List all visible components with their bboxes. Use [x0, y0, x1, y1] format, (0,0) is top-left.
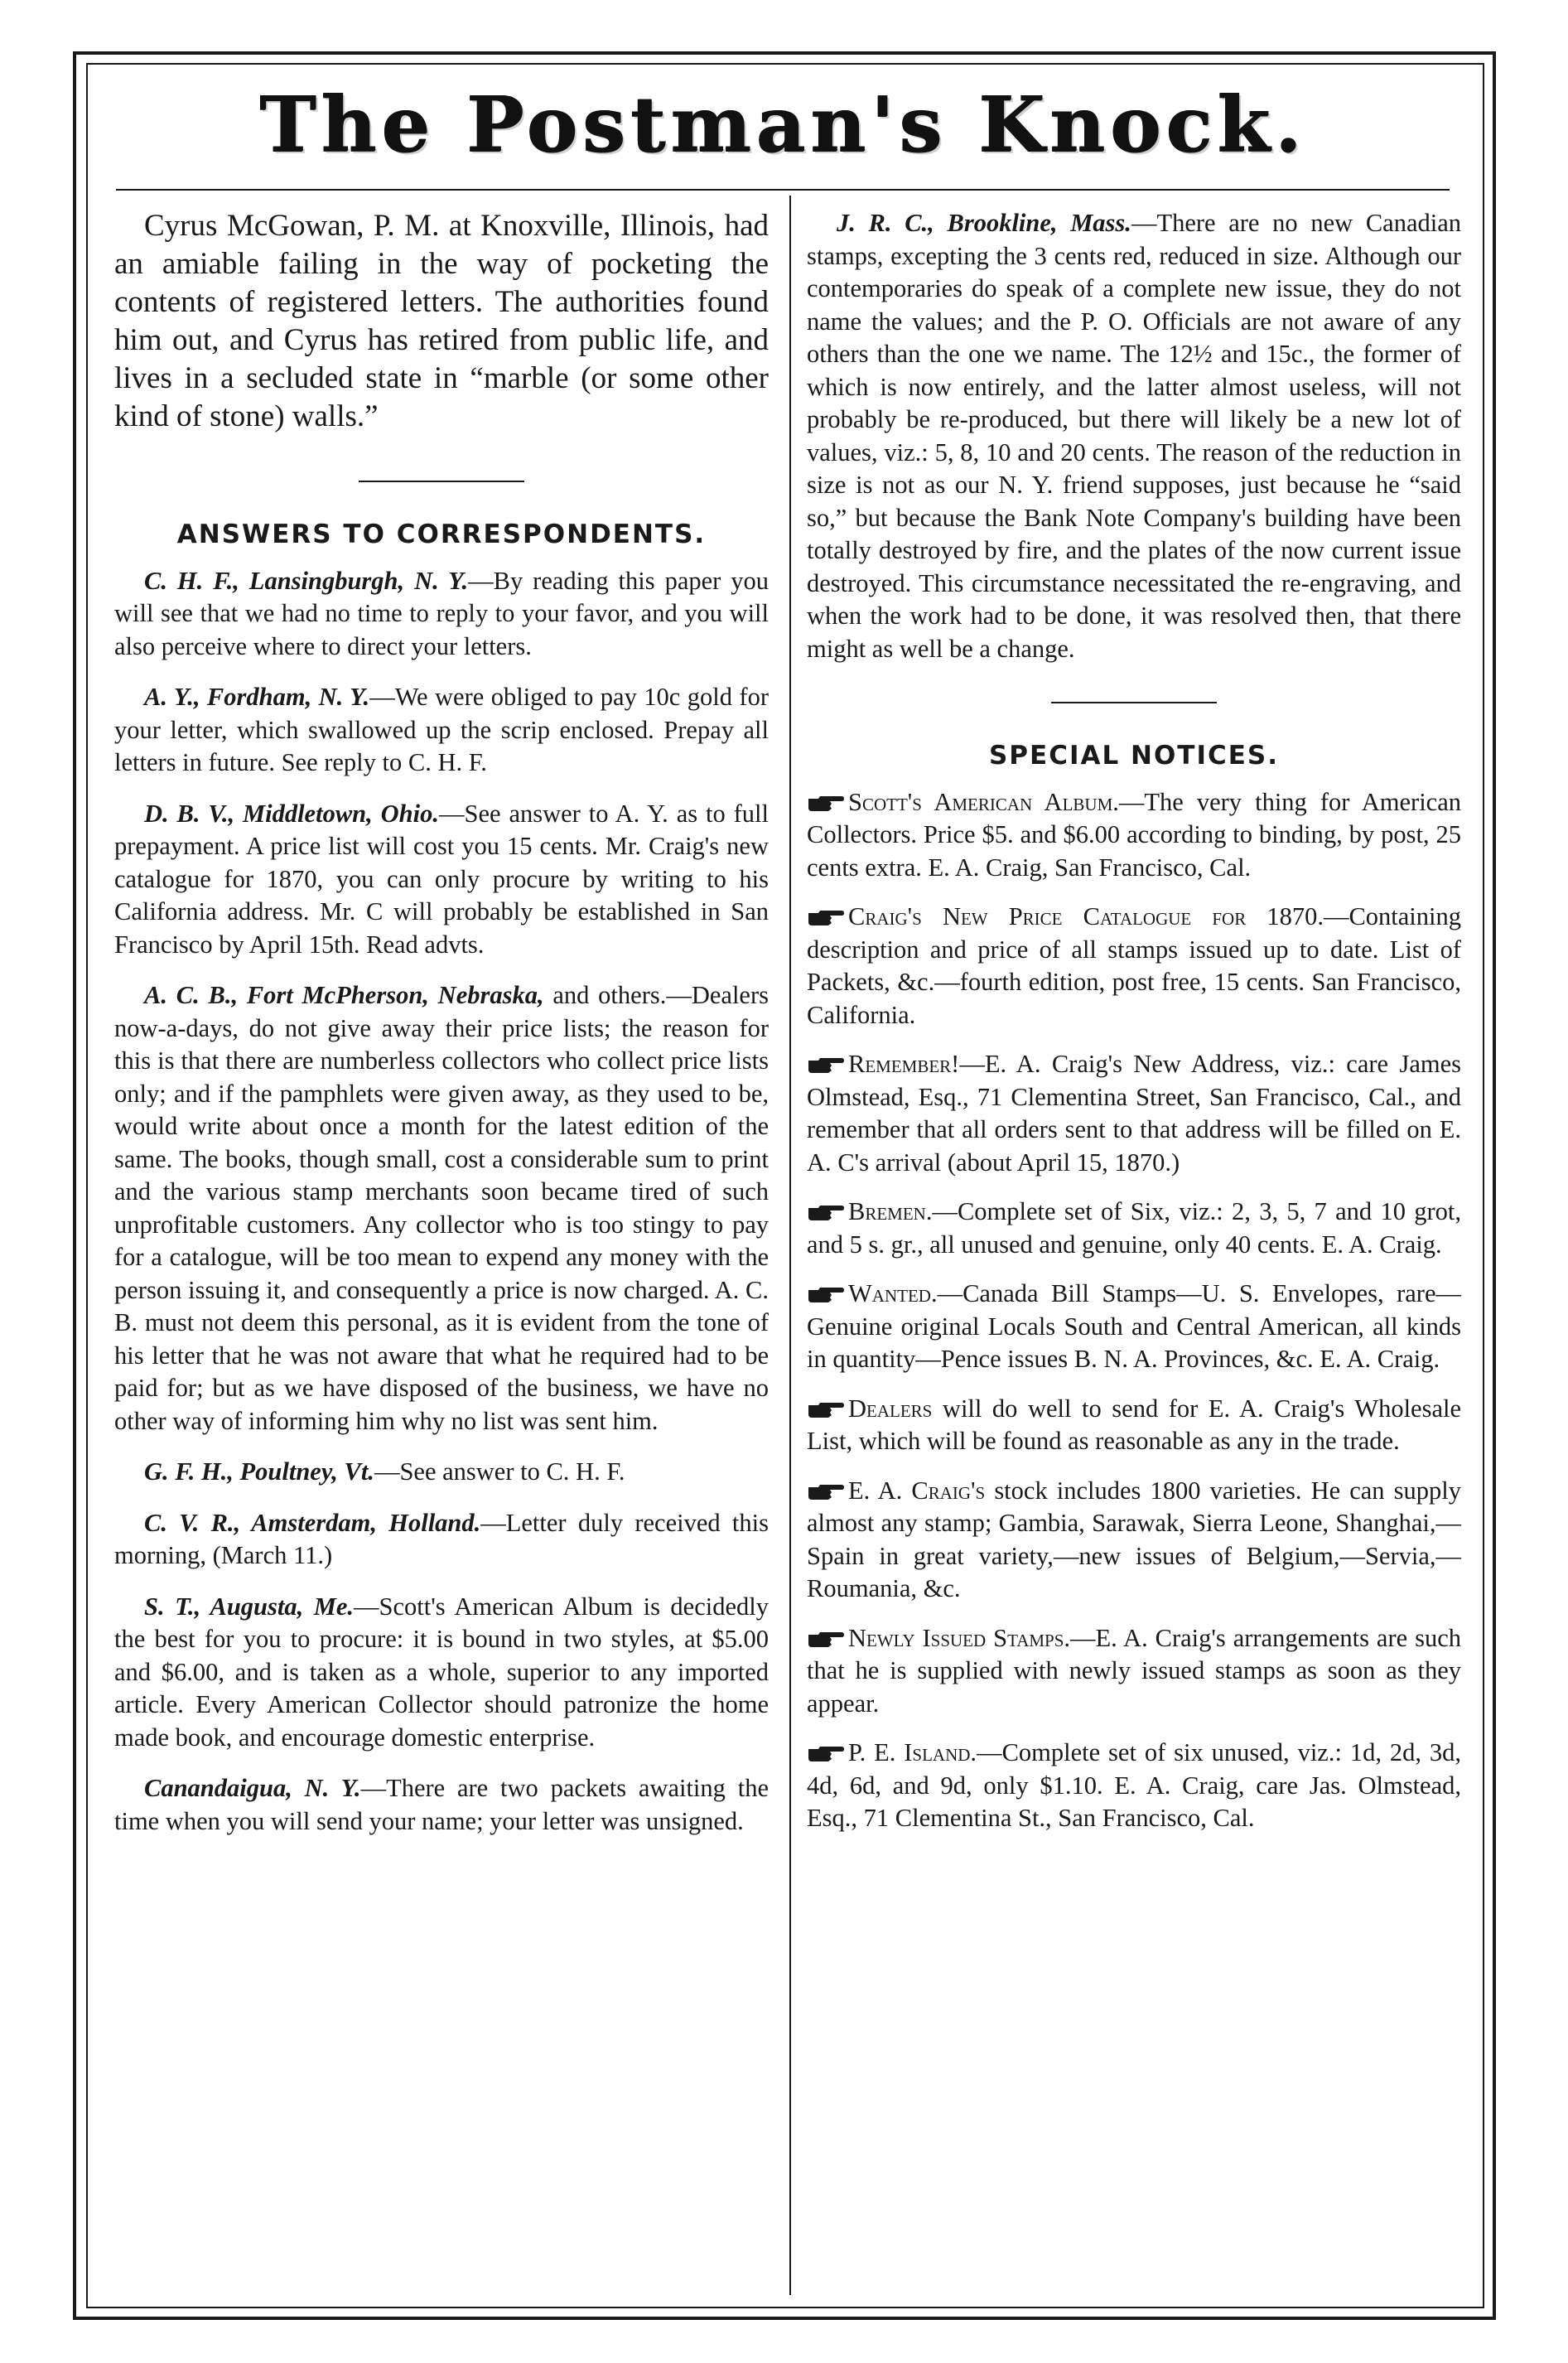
- pointing-hand-icon: [807, 1056, 845, 1074]
- notice-lead: E. A. Craig's: [848, 1476, 986, 1505]
- notice-lead: Craig's New Price Catalogue for: [848, 902, 1247, 930]
- left-column: [114, 207, 769, 1856]
- pointing-hand-icon: [807, 1203, 845, 1221]
- notice-text: —Complete set of Six, viz.: 2, 3, 5, 7 and 10 grot, and 5 s. gr., all unused and genuine, only 40 cents. E. A. Craig.: [807, 1197, 1461, 1259]
- pointing-hand-icon: [807, 1400, 845, 1418]
- notice-item: [807, 1278, 1461, 1376]
- notice-item: [807, 1393, 1461, 1458]
- notice-item: [807, 1048, 1461, 1179]
- answer-text: —Letter duly received this morning, (March 11.): [114, 1508, 769, 1569]
- intro-paragraph: Cyrus McGowan, P. M. at Knoxville, Illinois, had an amiable failing in the way of pocketing the contents of registered letters. The authorities found him out, and Cyrus has retired from public life, and lives in a secluded state in “marble (or some other kind of stone) walls.”: [114, 209, 769, 433]
- notice-text: —Canada Bill Stamps—U. S. Envelopes, rare—Genuine original Locals South and Central American, all kinds in quantity—Pence issues B. N. A. Provinces, &c. E. A. Craig.: [807, 1279, 1461, 1373]
- answer-item: [114, 1772, 769, 1838]
- answer-lead: A. C. B., Fort McPherson, Nebraska,: [144, 981, 544, 1009]
- answer-lead: A. Y., Fordham, N. Y.: [144, 683, 370, 711]
- answer-text: and others.—Dealers now-a-days, do not give away their price lists; the reason for this is that there are numberless collectors who collect price lists only; and if the pamphlets were given away, as they used to be, would write about once a month for the latest edition of the same. The books, though small, cost a considerable sum to print and the various stamp merchants soon became tired of such unprofitable customers. Any collector who is too stingy to pay for a catalogue, will be too mean to expend any money with the person issuing it, and consequently a price is now charged. A. C. B. must not deem this personal, as it is evident from the tone of his letter that he was not aware that what he required had to be paid for; but as we have disposed of the business, we have no other way of informing him why no list was sent him.: [114, 981, 769, 1435]
- notice-text: —E. A. Craig's arrangements are such that he is supplied with newly issued stamps as soon as they appear.: [807, 1623, 1461, 1718]
- correspondents-heading: ANSWERS TO CORRESPONDENTS.: [176, 519, 707, 549]
- notice-lead: Newly Issued Stamps.: [848, 1623, 1071, 1652]
- answer-text: —See answer to C. H. F.: [374, 1457, 625, 1486]
- notice-item: [807, 901, 1461, 1032]
- answer-item: [114, 1456, 769, 1489]
- notice-lead: P. E. Island.: [848, 1738, 977, 1766]
- answer-item: [807, 207, 1461, 665]
- answer-item: [114, 979, 769, 1438]
- pointing-hand-icon: [807, 908, 845, 926]
- pointing-hand-icon: [807, 1285, 845, 1303]
- answer-lead: C. H. F., Lansingburgh, N. Y.: [144, 566, 469, 595]
- answer-lead: D. B. V., Middletown, Ohio.: [144, 799, 439, 828]
- answer-lead: J. R. C., Brookline, Mass.: [837, 209, 1131, 237]
- masthead-title: The Postman's Knock.: [258, 80, 1307, 169]
- notice-item: [807, 1622, 1461, 1721]
- notice-item: [807, 1196, 1461, 1261]
- masthead: [99, 75, 1466, 174]
- notice-lead: Remember!: [848, 1050, 960, 1078]
- notice-text: —The very thing for American Collectors. Price $5. and $6.00 according to binding, by post, 25 cents extra. E. A. Craig, San Francisco, Cal.: [807, 787, 1462, 882]
- notice-lead: Scott's American Album.: [848, 787, 1119, 816]
- answer-item: [114, 1591, 769, 1755]
- notice-text: will do well to send for E. A. Craig's Wholesale List, which will be found as reasonable as any in the trade.: [807, 1394, 1461, 1455]
- answer-text: —See answer to A. Y. as to full prepayment. A price list will cost you 15 cents. Mr. Craig's new catalogue for 1870, you can only procure by writing to his California address. Mr. C will probably be established in San Francisco by April 15th. Read advts.: [114, 799, 769, 959]
- answer-item: [114, 1507, 769, 1573]
- section-rule: [359, 481, 524, 482]
- pointing-hand-icon: [807, 794, 845, 812]
- pointing-hand-icon: [807, 1630, 845, 1648]
- right-column: [807, 207, 1461, 1852]
- answer-lead: Canandaigua, N. Y.: [144, 1774, 361, 1802]
- answer-text: —There are two packets awaiting the time when you will send your name; your letter was unsigned.: [114, 1774, 769, 1835]
- notice-item: [807, 786, 1461, 885]
- notice-text: stock includes 1800 varieties. He can supply almost any stamp; Gambia, Sarawak, Sierra Leone, Shanghai,—Spain in great variety,—new issues of Belgium,—Servia,—Roumania, &c.: [807, 1476, 1461, 1602]
- masthead-rule: [116, 189, 1450, 191]
- answer-text: —There are no new Canadian stamps, excepting the 3 cents red, reduced in size. Although our contemporaries do speak of a complete new issue, they do not name the values; and the P. O. Officials are not aware of any others than the one we name. The 12½ and 15c., the former of which is now entirely, and the latter almost useless, will not probably be re-produced, but there will likely be a new lot of values, viz.: 5, 8, 10 and 20 cents. The reason of the reduction in size is not as our N. Y. friend supposes, just because he “said so,” but because the Bank Note Company's building have been totally destroyed by fire, and the plates of the now current issue destroyed. This circumstance necessitated the re-engraving, and when the work had to be done, it was resolved then, that there might as well be a change.: [807, 209, 1461, 663]
- answer-text: —By reading this paper you will see that we had no time to reply to your favor, and you will also perceive where to direct your letters.: [114, 566, 769, 660]
- special-notices-heading: SPECIAL NOTICES.: [988, 741, 1280, 771]
- answer-lead: C. V. R., Amsterdam, Holland.: [144, 1508, 481, 1537]
- section-rule: [1051, 702, 1217, 703]
- answer-text: —We were obliged to pay 10c gold for your letter, which swallowed up the scrip enclosed. Prepay all letters in future. See reply to C. H. F.: [114, 683, 770, 776]
- notice-text: —E. A. Craig's New Address, viz.: care James Olmstead, Esq., 71 Clementina Street, San Francisco, Cal., and remember that all orders sent to that address will be filled on E. A. C's arrival (about April 15, 1870.): [807, 1050, 1461, 1177]
- notice-lead: Bremen.: [848, 1197, 933, 1225]
- answer-item: [114, 798, 769, 962]
- answer-text: —Scott's American Album is decidedly the best for you to procure: it is bound in two styles, at $5.00 and $6.00, and is taken as a whole, superior to any imported article. Every American Collector should patronize the home made book, and encourage domestic enterprise.: [114, 1592, 769, 1752]
- answer-item: [114, 565, 769, 664]
- notice-item: [807, 1475, 1461, 1606]
- notice-item: [807, 1737, 1461, 1835]
- answer-lead: G. F. H., Poultney, Vt.: [144, 1457, 374, 1486]
- notice-lead: Wanted.: [848, 1279, 938, 1307]
- notice-text: 1870.—Containing description and price of all stamps issued up to date. List of Packets, &c.—fourth edition, post free, 15 cents. San Francisco, California.: [807, 902, 1461, 1029]
- pointing-hand-icon: [807, 1744, 845, 1762]
- notice-lead: Dealers: [848, 1394, 933, 1423]
- answer-lead: S. T., Augusta, Me.: [144, 1592, 354, 1621]
- column-divider: [789, 196, 791, 2295]
- notice-text: —Complete set of six unused, viz.: 1d, 2d, 3d, 4d, 6d, and 9d, only $1.10. E. A. Craig, care Jas. Olmstead, Esq., 71 Clementina St., San Francisco, Cal.: [807, 1738, 1461, 1832]
- answer-item: [114, 681, 769, 780]
- pointing-hand-icon: [807, 1482, 845, 1500]
